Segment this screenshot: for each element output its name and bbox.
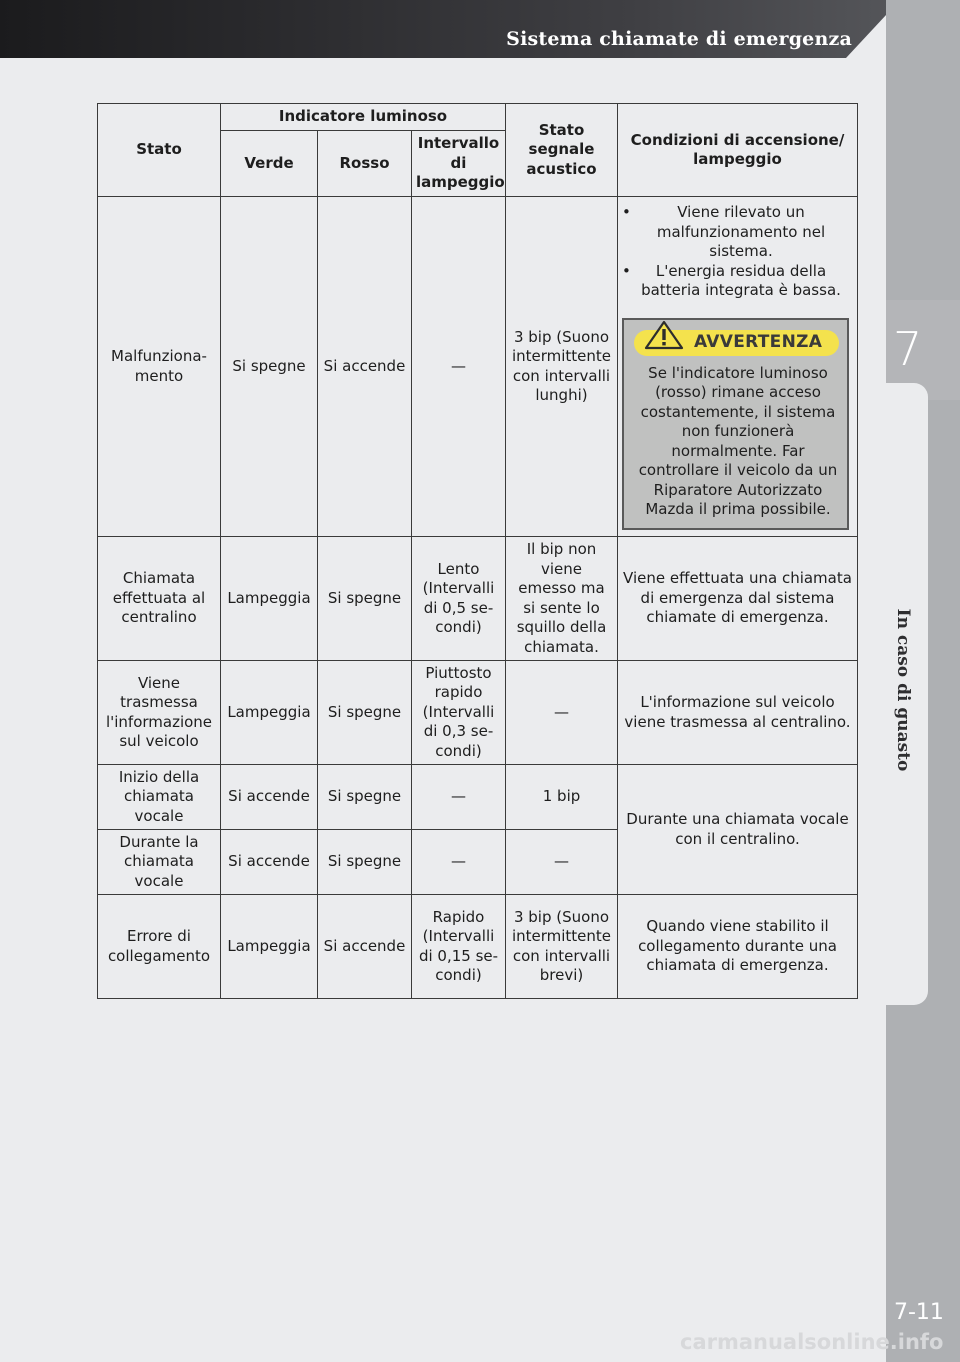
- watermark: carmanualsonline.info: [680, 1330, 944, 1354]
- cell-condizioni: Durante una chiamata vocale con il centralino.: [618, 765, 858, 895]
- cell-condizioni: L'informazione sul veicolo viene trasmessa al centralino.: [618, 661, 858, 765]
- cell-stato: Chiamata effettuata al centralino: [98, 537, 221, 661]
- cell-intervallo: Piuttosto rapido (Intervalli di 0,3 se- condi): [412, 661, 506, 765]
- page-number: 7-11: [894, 1300, 944, 1325]
- cell-intervallo: —: [412, 197, 506, 537]
- table-row: [98, 765, 858, 830]
- cell-stato: Malfunziona- mento: [98, 197, 221, 537]
- cell-condizioni: [618, 197, 858, 537]
- warning-text: Se l'indicatore luminoso (rosso) rimane acceso costantemente, il sistema non funzionerà normalmente. Far controllare il veicolo da un Riparatore Autorizzato Mazda il prima possibile.: [638, 363, 838, 519]
- table-row: [98, 895, 858, 999]
- cell-segnale: 3 bip (Suono intermittente con intervalli brevi): [506, 895, 618, 999]
- chapter-number: 7: [893, 322, 923, 376]
- cell-segnale: —: [506, 661, 618, 765]
- warning-box: [622, 318, 849, 530]
- cell-stato: Errore di collegamento: [98, 895, 221, 999]
- cell-verde: Si spegne: [221, 197, 318, 537]
- cell-condizioni: Quando viene stabilito il collegamento durante una chiamata di emergenza.: [618, 895, 858, 999]
- cell-rosso: Si spegne: [318, 765, 412, 830]
- cell-verde: Lampeggia: [221, 537, 318, 661]
- warning-header: [634, 330, 839, 356]
- chapter-tab-label: In caso di guasto: [893, 608, 913, 772]
- header-rosso: Rosso: [318, 131, 412, 197]
- cell-stato: Viene trasmessa l'informazione sul veicolo: [98, 661, 221, 765]
- cell-rosso: Si accende: [318, 197, 412, 537]
- cell-stato: Inizio della chiamata vocale: [98, 765, 221, 830]
- header-stato: Stato: [98, 104, 221, 197]
- cell-intervallo: —: [412, 765, 506, 830]
- header-indicatore: Indicatore luminoso: [221, 104, 506, 131]
- header-verde: Verde: [221, 131, 318, 197]
- table-row: [98, 661, 858, 765]
- cell-intervallo: Rapido (Intervalli di 0,15 se- condi): [412, 895, 506, 999]
- cell-intervallo: —: [412, 830, 506, 895]
- table-row: [98, 197, 858, 537]
- bullet-item: • Viene rilevato un malfunzionamento nel sistema.: [622, 203, 826, 261]
- cell-rosso: Si spegne: [318, 661, 412, 765]
- table-row: [98, 537, 858, 661]
- header-intervallo: Intervallo di lampeggio: [412, 131, 506, 197]
- cell-rosso: Si spegne: [318, 830, 412, 895]
- cell-verde: Lampeggia: [221, 895, 318, 999]
- cell-segnale: 1 bip: [506, 765, 618, 830]
- cell-segnale: 3 bip (Suono intermittente con intervalli lunghi): [506, 197, 618, 537]
- header-segnale: Stato segnale acustico: [506, 104, 618, 197]
- cell-verde: Si accende: [221, 765, 318, 830]
- warning-triangle-icon: [644, 320, 684, 350]
- cell-intervallo: Lento (Intervalli di 0,5 se- condi): [412, 537, 506, 661]
- cell-rosso: Si spegne: [318, 537, 412, 661]
- cell-verde: Lampeggia: [221, 661, 318, 765]
- cell-segnale: Il bip non viene emesso ma si sente lo squillo della chiamata.: [506, 537, 618, 661]
- bullet-item: • L'energia residua della batteria integrata è bassa.: [622, 261, 841, 300]
- header-condizioni: Condizioni di accensione/ lampeggio: [618, 104, 858, 197]
- cell-stato: Durante la chiamata vocale: [98, 830, 221, 895]
- emergency-call-table: [97, 103, 858, 999]
- warning-title: AVVERTENZA: [694, 332, 823, 352]
- page-section-title: Sistema chiamate di emergenza: [506, 28, 852, 50]
- cell-segnale: —: [506, 830, 618, 895]
- cell-verde: Si accende: [221, 830, 318, 895]
- cell-rosso: Si accende: [318, 895, 412, 999]
- cell-condizioni: Viene effettuata una chiamata di emergenza dal sistema chiamate di emergenza.: [618, 537, 858, 661]
